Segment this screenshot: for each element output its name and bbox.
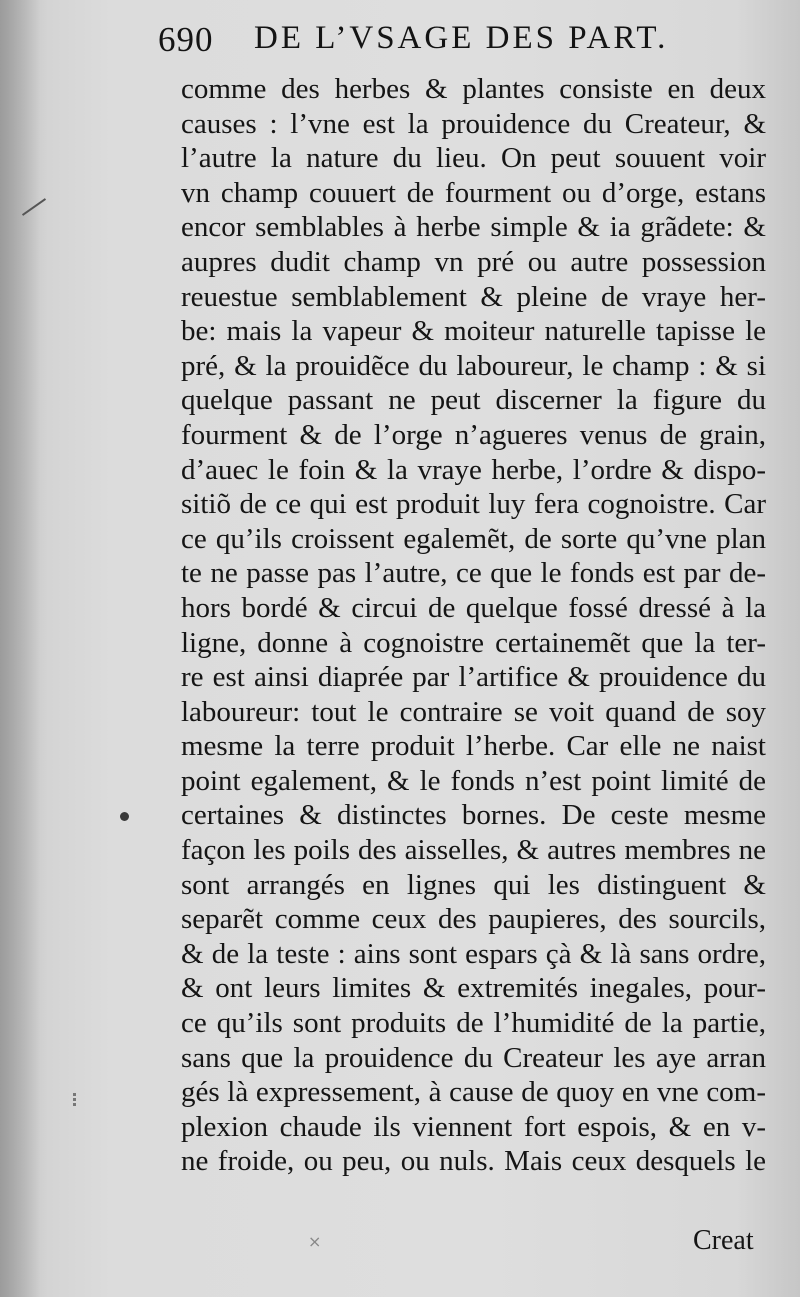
page-number: 690	[158, 20, 214, 59]
gutter-shadow	[0, 0, 40, 1297]
body-text	[181, 72, 766, 1179]
text-line: ce qu’ils croissent egalemẽt, de sorte qu’vne plan	[181, 522, 766, 555]
page-header	[158, 16, 718, 66]
text-line: sitiõ de ce qui est produit luy fera cognoistre. Car	[181, 488, 766, 521]
cross-mark-icon: ×	[308, 1232, 322, 1251]
text-line: gés là expressement, à cause de quoy en vne com-	[181, 1076, 766, 1109]
text-line: te ne passe pas l’autre, ce que le fonds est par de-	[181, 557, 766, 590]
text-line: comme des herbes & plantes consiste en deux	[181, 73, 766, 105]
text-line: sont arrangés en lignes qui les distinguent &	[181, 868, 766, 901]
text-line: & de la teste : ains sont espars çà & là sans ordre,	[181, 937, 766, 970]
margin-dot-mark	[120, 812, 129, 821]
running-head: DE L’VSAGE DES PART.	[254, 20, 669, 56]
margin-tick-mark	[73, 1093, 76, 1107]
text-line: aupres dudit champ vn pré ou autre possession	[181, 245, 766, 278]
text-line: separẽt comme ceux des paupieres, des sourcils,	[181, 903, 766, 936]
text-line: fourment & de l’orge n’agueres venus de grain,	[181, 418, 766, 451]
text-line: pré, & la prouidẽce du laboureur, le champ : & si	[181, 349, 766, 382]
text-line: causes : l’vne est la prouidence du Createur, &	[181, 107, 766, 140]
text-line: mesme la terre produit l’herbe. Car elle ne naist	[181, 730, 766, 763]
text-line: certaines & distinctes bornes. De ceste mesme	[181, 799, 766, 832]
text-line: & ont leurs limites & extremités inegales, pour-	[181, 972, 766, 1005]
text-line: reuestue semblablement & pleine de vraye her-	[181, 280, 766, 313]
text-line: façon les poils des aisselles, & autres membres ne	[181, 834, 766, 867]
text-line: quelque passant ne peut discerner la figure du	[181, 384, 766, 417]
text-line: d’auec le foin & la vraye herbe, l’ordre & dispo-	[181, 453, 766, 486]
text-line: ce qu’ils sont produits de l’humidité de la partie,	[181, 1007, 766, 1040]
text-line: plexion chaude ils viennent fort espois, & en v-	[181, 1110, 766, 1143]
text-line: ligne, donne à cognoistre certainemẽt que la ter-	[181, 626, 766, 659]
text-line: vn champ couuert de fourment ou d’orge, estans	[181, 176, 766, 209]
text-line: point egalement, & le fonds n’est point limité de	[181, 764, 766, 797]
catchword: Creat	[693, 1225, 754, 1256]
text-line: re est ainsi diaprée par l’artifice & prouidence du	[181, 661, 766, 694]
text-line: l’autre la nature du lieu. On peut souuent voir	[181, 142, 766, 175]
text-line: ne froide, ou peu, ou nuls. Mais ceux desquels le	[181, 1145, 766, 1178]
text-line: sans que la prouidence du Createur les aye arran	[181, 1041, 766, 1074]
text-line: encor semblables à herbe simple & ia grãdete: &	[181, 211, 766, 244]
text-line: be: mais la vapeur & moiteur naturelle tapisse le	[181, 315, 766, 348]
text-line: hors bordé & circui de quelque fossé dressé à la	[181, 591, 766, 624]
text-line: laboureur: tout le contraire se voit quand de soy	[181, 695, 766, 728]
